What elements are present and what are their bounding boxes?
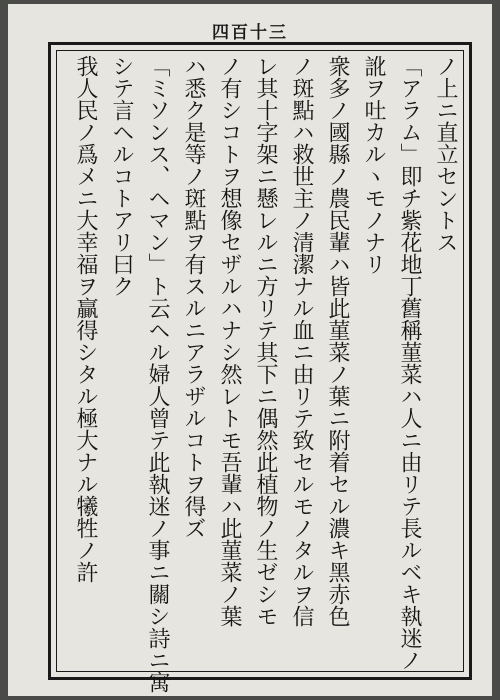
text-column: 我人民ノ爲メニ大幸福ヲ贏得シタル極大ナル犧牲ノ許 xyxy=(73,55,98,583)
text-column: ハ悉ク是等ノ斑點ヲ有スルニアラザルコトヲ得ズ xyxy=(181,55,206,539)
text-column: シテ言ヘルコトアリ曰ク xyxy=(109,55,134,297)
text-column: 訛ヲ吐カルヽモノナリ xyxy=(361,55,386,275)
text-column: ノ有シコトヲ想像セザルハナシ然レトモ吾輩ハ此菫菜ノ葉 xyxy=(217,55,242,627)
page-number: 四百十三 xyxy=(212,23,288,43)
text-body xyxy=(56,50,464,693)
text-column: 「アラム」即チ紫花地丁舊稱菫菜ハ人ニ由リテ長ルベキ執迷ノ xyxy=(397,55,422,671)
text-column: 衆多ノ國縣ノ農民輩ハ皆此菫菜ノ葉ニ附着セル濃キ黑赤色 xyxy=(325,55,350,627)
text-column: ノ斑點ハ救世主ノ清潔ナル血ニ由リテ致セルモノタルヲ信 xyxy=(289,55,314,627)
text-column: ノ上ニ直立セントス xyxy=(433,55,458,253)
text-column: 「ミソンス、ヘマン」ト云ヘル婦人曾テ此執迷ノ事ニ關シ詩ニ寓 xyxy=(145,55,170,693)
text-column: レ其十字架ニ懸レルニ方リテ其下ニ偶然此植物ノ生ゼシモ xyxy=(253,55,278,627)
text-frame xyxy=(48,42,472,693)
book-page xyxy=(8,4,492,696)
